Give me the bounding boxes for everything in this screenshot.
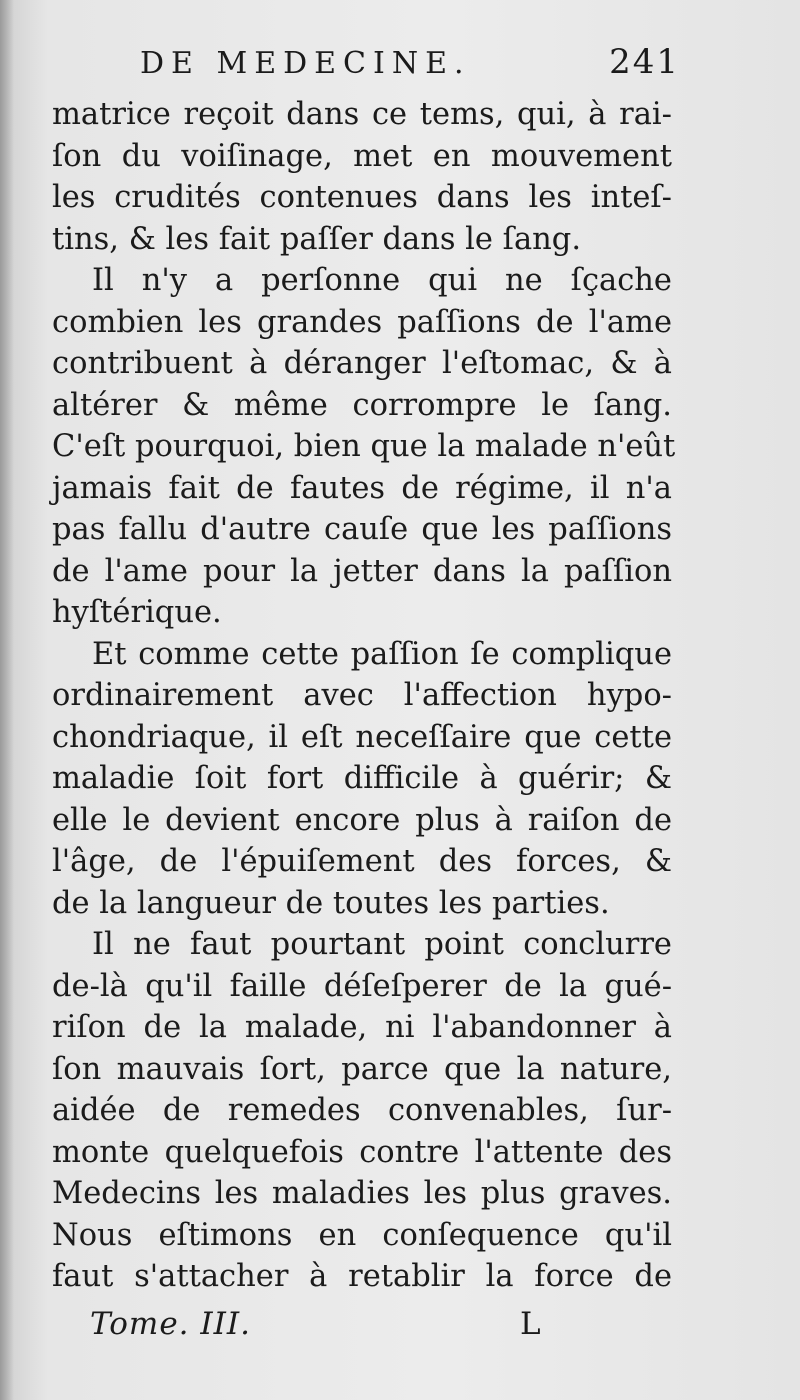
text-line: combien les grandes paſſions de l'ame — [52, 304, 672, 340]
text-line: tins, & les fait paſſer dans le ſang. — [52, 221, 582, 257]
text-line: monte quelquefois contre l'attente des — [52, 1134, 672, 1170]
text-line: elle le devient encore plus à raiſon de — [52, 802, 672, 838]
text-line: de-là qu'il faille déſeſperer de la gué- — [52, 968, 672, 1004]
text-line: aidée de remedes convenables, ſur- — [52, 1093, 672, 1128]
body-text — [52, 94, 676, 1298]
text-line: contribuent à déranger l'eſtomac, & à — [52, 346, 672, 381]
spine-shadow — [0, 0, 14, 1400]
text-line: Il n'y a perſonne qui ne ſçache — [92, 263, 672, 298]
text-line: ordinairement avec l'affection hypo- — [52, 678, 672, 713]
page-header — [140, 42, 680, 86]
text-line: C'eſt pourquoi, bien que la malade n'eût — [52, 429, 676, 464]
text-line: maladie ſoit fort difficile à guérir; & — [52, 761, 672, 796]
text-line: matrice reçoit dans ce tems, qui, à rai- — [52, 97, 672, 132]
text-line: riſon de la malade, ni l'abandonner à — [52, 1010, 672, 1045]
text-line: Nous eſtimons en conſequence qu'il — [52, 1217, 672, 1253]
text-line: pas fallu d'autre cauſe que les paſſions — [52, 512, 672, 547]
text-line: ſon du voiſinage, met en mouvement — [52, 138, 672, 174]
running-head: DE MEDECINE. — [140, 46, 471, 81]
text-line: altérer & même corrompre le ſang. — [52, 387, 672, 423]
text-line: Et comme cette paſſion ſe complique — [92, 636, 672, 672]
text-line: hyſtérique. — [52, 595, 222, 630]
text-line: les crudités contenues dans les inteſ- — [52, 180, 672, 215]
text-line: chondriaque, il eſt neceſſaire que cette — [52, 719, 672, 755]
text-line: Il ne faut pourtant point conclurre — [92, 927, 672, 962]
signature-mark: L — [520, 1306, 541, 1342]
text-line: faut s'attacher à retablir la force de — [52, 1259, 672, 1294]
text-line: de l'ame pour la jetter dans la paſſion — [52, 553, 672, 589]
volume-label: Tome. III. — [90, 1306, 251, 1342]
page-number: 241 — [609, 42, 680, 82]
text-line: ſon mauvais ſort, parce que la nature, — [52, 1051, 672, 1087]
text-line: de la langueur de toutes les parties. — [52, 885, 610, 921]
page-footer — [90, 1306, 550, 1346]
text-line: Medecins les maladies les plus graves. — [52, 1176, 672, 1211]
text-line: jamais fait de fautes de régime, il n'a — [52, 470, 672, 506]
text-line: l'âge, de l'épuiſement des forces, & — [52, 844, 672, 879]
